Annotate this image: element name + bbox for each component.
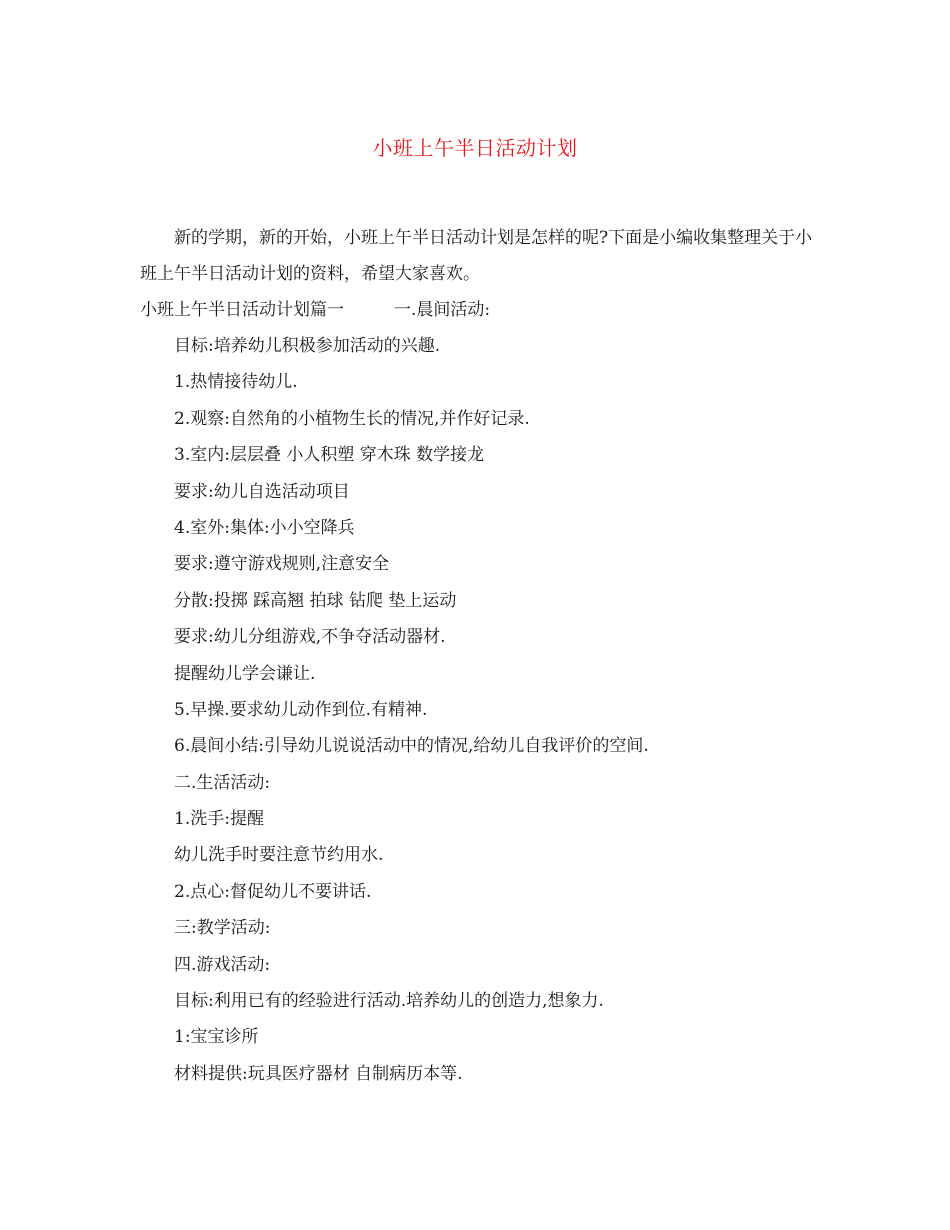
intro-paragraph	[140, 220, 820, 292]
body-line: 1.热情接待幼儿.	[174, 372, 298, 393]
first-heading: 一.晨间活动:	[394, 300, 491, 320]
body-line: 分散:投掷 踩高翘 拍球 钻爬 垫上运动	[174, 590, 457, 611]
body-line: 四.游戏活动:	[174, 954, 271, 975]
body-line: 2.观察:自然角的小植物生长的情况,并作好记录.	[174, 408, 530, 429]
body-line: 要求:遵守游戏规则,注意安全	[174, 554, 390, 575]
body-line: 三:教学活动:	[174, 918, 271, 939]
body-line: 4.室外:集体:小小空降兵	[174, 517, 355, 538]
body-line: 材料提供:玩具医疗器材 自制病历本等.	[174, 1063, 463, 1084]
body-line: 6.晨间小结:引导幼儿说说活动中的情况,给幼儿自我评价的空间.	[174, 736, 649, 757]
body-line: 要求:幼儿分组游戏,不争夺活动器材.	[174, 627, 446, 648]
body-line: 二.生活活动:	[174, 772, 271, 793]
body-line: 1:宝宝诊所	[174, 1027, 259, 1048]
intro-text: 新的学期，新的开始，小班上午半日活动计划是怎样的呢?下面是小编收集整理关于小班上午半日活动计划的资料，希望大家喜欢。	[140, 228, 813, 284]
body-line: 目标:培养幼儿积极参加活动的兴趣.	[174, 336, 441, 356]
document-title: 小班上午半日活动计划	[372, 136, 578, 160]
section-heading-line	[140, 292, 490, 328]
body-lines	[174, 328, 854, 1092]
body-line: 要求:幼儿自选活动项目	[174, 481, 350, 502]
body-line: 1.洗手:提醒	[174, 809, 264, 830]
body-line: 目标:利用已有的经验进行活动.培养幼儿的创造力,想象力.	[174, 991, 604, 1012]
body-line: 3.室内:层层叠 小人积塑 穿木珠 数学接龙	[174, 445, 485, 466]
body-line: 2.点心:督促幼儿不要讲话.	[174, 881, 372, 902]
body-line: 幼儿洗手时要注意节约用水.	[174, 845, 384, 866]
body-line: 5.早操.要求幼儿动作到位.有精神.	[174, 699, 428, 720]
section-label: 小班上午半日活动计划篇一	[140, 300, 344, 320]
body-line: 提醒幼儿学会谦让.	[174, 663, 316, 684]
